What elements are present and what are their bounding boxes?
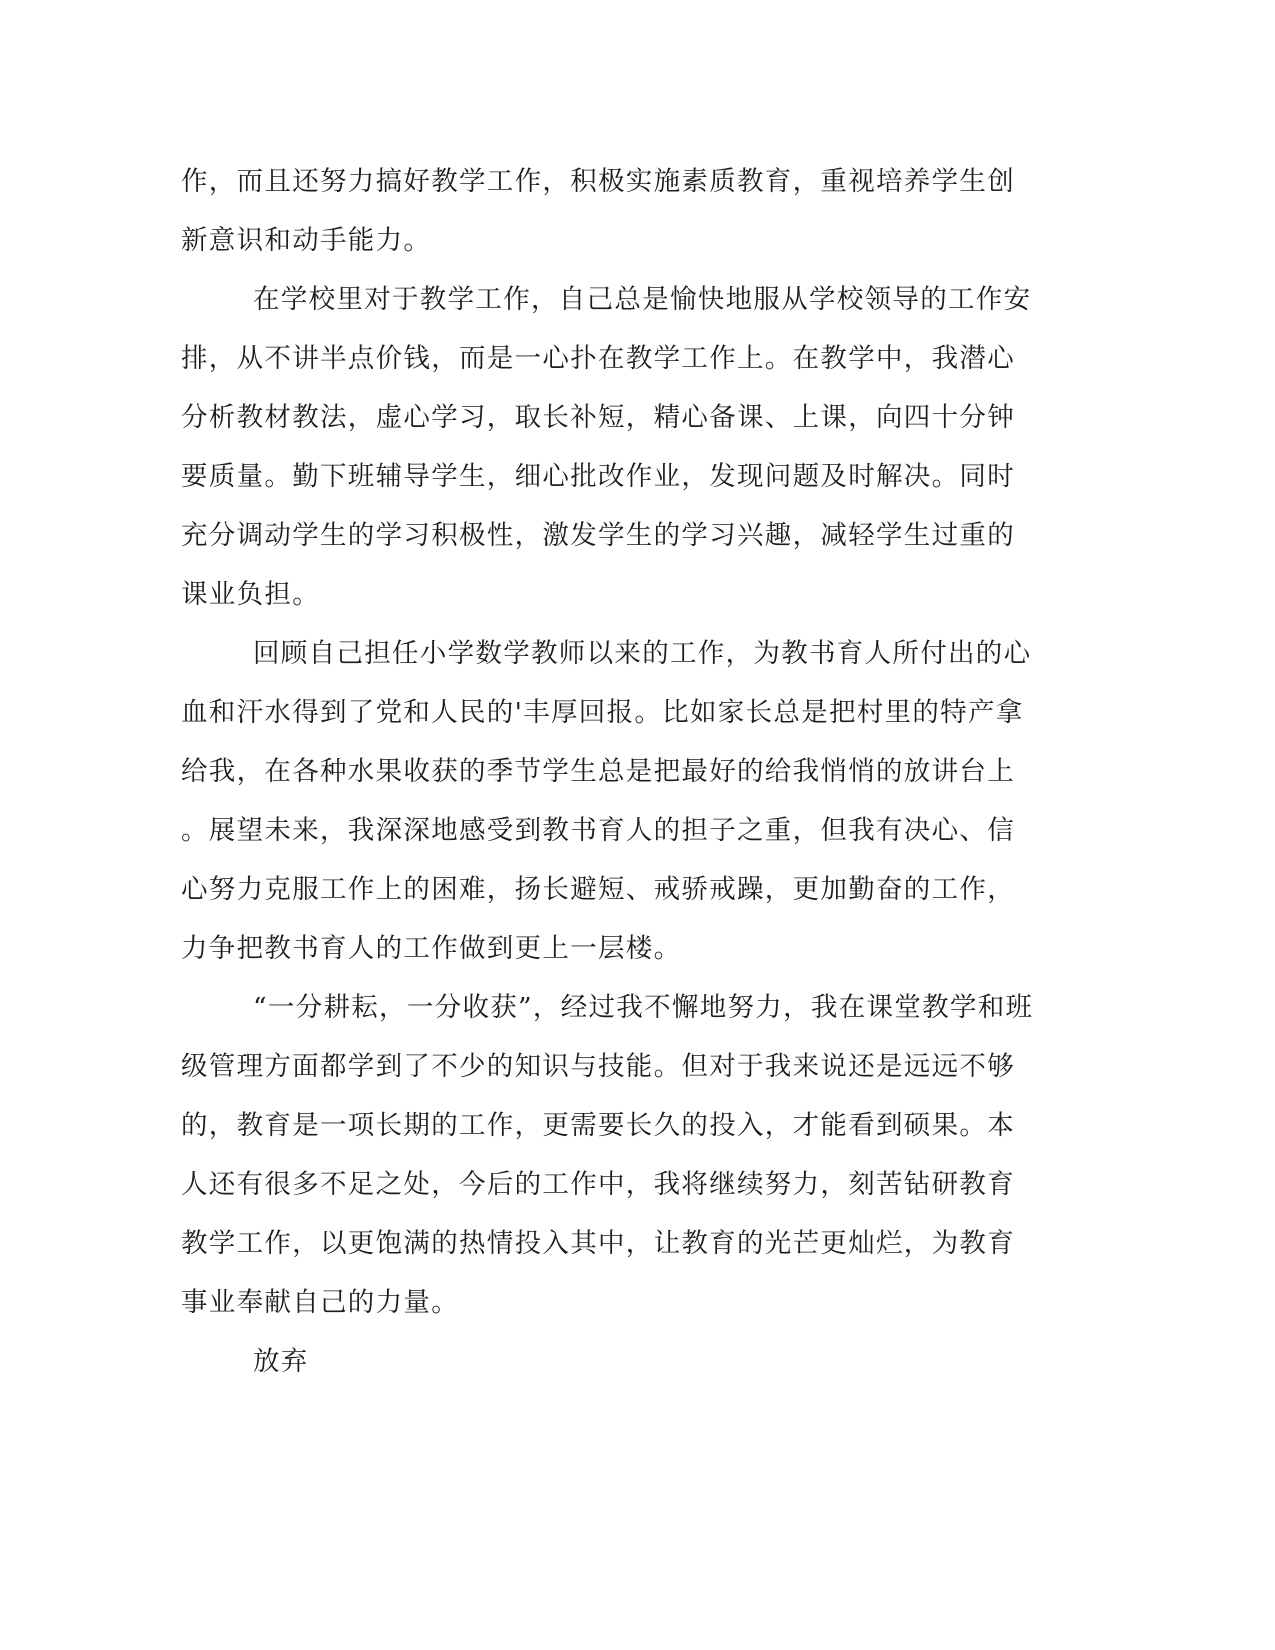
text-line: 充分调动学生的学习积极性，激发学生的学习兴趣，减轻学生过重的	[181, 520, 1015, 551]
text-line: 分析教材教法，虚心学习，取长补短，精心备课、上课，向四十分钟	[181, 402, 1015, 433]
paragraph-first-line: 在学校里对于教学工作，自己总是愉快地服从学校领导的工作安	[253, 284, 1032, 315]
text-line: 课业负担。	[181, 579, 320, 610]
text-line: 血和汗水得到了党和人民的'丰厚回报。比如家长总是把村里的特产拿	[181, 697, 1024, 728]
text-line: 教学工作，以更饱满的热情投入其中，让教育的光芒更灿烂，为教育	[181, 1228, 1015, 1259]
text-line: 力争把教书育人的工作做到更上一层楼。	[181, 933, 682, 964]
text-line: 给我，在各种水果收获的季节学生总是把最好的给我悄悄的放讲台上	[181, 756, 1015, 787]
text-line: 心努力克服工作上的困难，扬长避短、戒骄戒躁，更加勤奋的工作，	[181, 874, 1015, 905]
text-line: 新意识和动手能力。	[181, 225, 432, 256]
text-line: 。展望未来，我深深地感受到教书育人的担子之重，但我有决心、信	[181, 815, 1015, 846]
text-line: 级管理方面都学到了不少的知识与技能。但对于我来说还是远远不够	[181, 1051, 1015, 1082]
text-line: 排，从不讲半点价钱，而是一心扑在教学工作上。在教学中，我潜心	[181, 343, 1015, 374]
text-line: 事业奉献自己的力量。	[181, 1287, 459, 1318]
paragraph-first-line: “一分耕耘，一分收获”，经过我不懈地努力，我在课堂教学和班	[253, 992, 1034, 1023]
text-line: 作，而且还努力搞好教学工作，积极实施素质教育，重视培养学生创	[181, 166, 1015, 197]
text-line: 的，教育是一项长期的工作，更需要长久的投入，才能看到硕果。本	[181, 1110, 1015, 1141]
paragraph-first-line: 回顾自己担任小学数学教师以来的工作，为教书育人所付出的心	[253, 638, 1032, 669]
text-line: 人还有很多不足之处，今后的工作中，我将继续努力，刻苦钻研教育	[181, 1169, 1015, 1200]
text-line: 要质量。勤下班辅导学生，细心批改作业，发现问题及时解决。同时	[181, 461, 1015, 492]
paragraph-first-line: 放弃	[253, 1346, 309, 1377]
